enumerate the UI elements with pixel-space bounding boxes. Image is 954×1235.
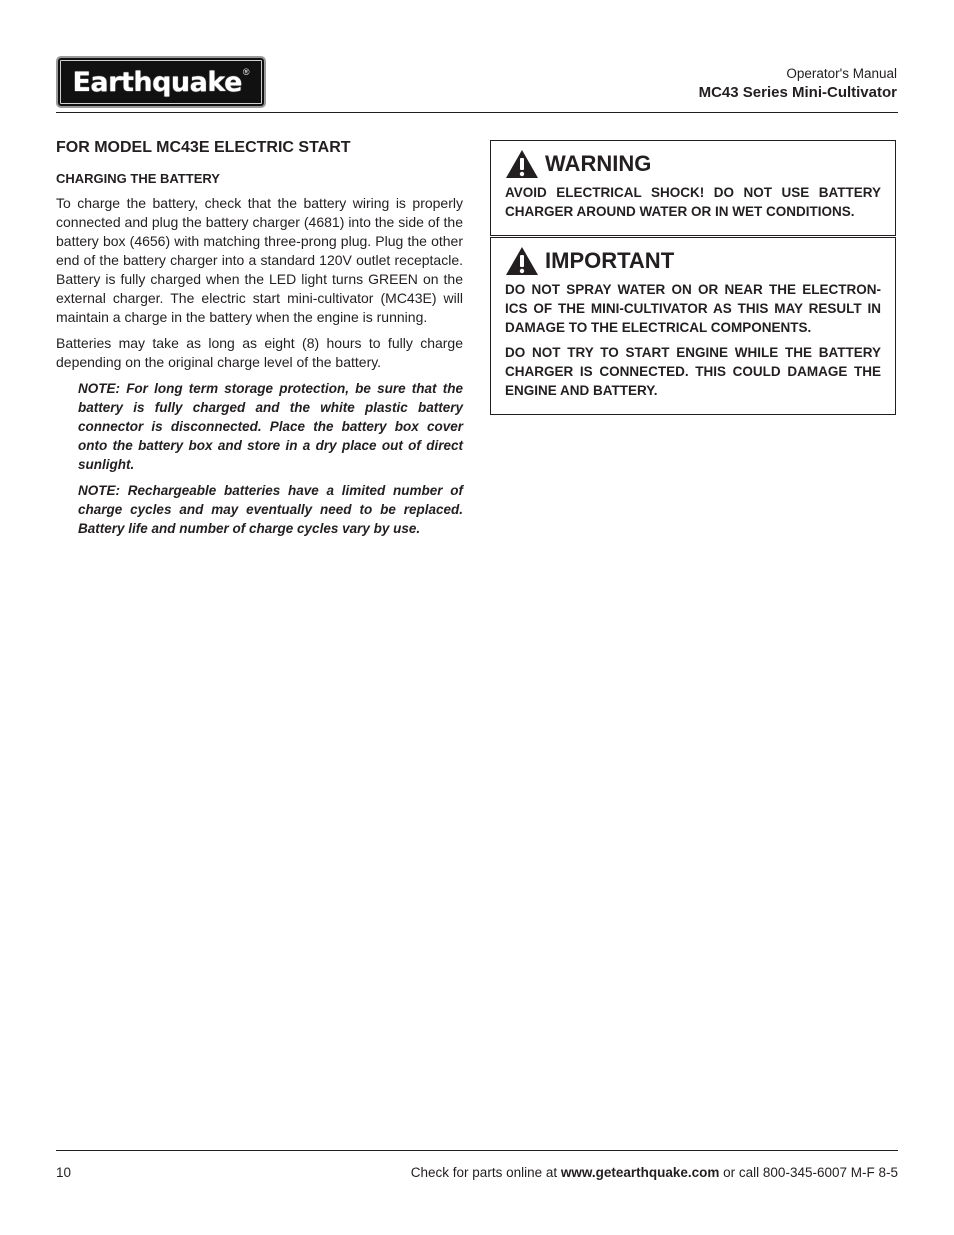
warning-text: AVOID ELECTRICAL SHOCK! DO NOT USE BATTERY CHARGER AROUND WATER OR IN WET CONDITIONS. [505,185,881,219]
manual-subtitle: Operator's Manual [786,66,897,81]
header-rule [56,112,898,113]
website-link[interactable]: www.getearthquake.com [560,1165,720,1180]
warning-label: WARNING [545,151,652,176]
page-number: 10 [56,1165,72,1180]
important-callout [490,237,896,415]
note: NOTE: For long term storage protection, be sure that the battery is fully charged and the white plastic battery connector is disconnected. Place the battery box cover onto the battery box and store in a dry place out of direct sunlight. [78,381,463,472]
paragraph: Batteries may take as long as eight (8) hours to fully charge depending on the original charge level of the battery. [56,335,463,370]
section-subtitle: CHARGING THE BATTERY [56,171,220,186]
footer-suffix: or call 800-345-6007 M-F 8-5 [719,1165,898,1180]
logo-text: Earthquake [72,66,242,98]
footer-rule [56,1150,898,1151]
earthquake-logo [56,56,266,108]
warning-triangle-icon [505,149,539,179]
footer-prefix: Check for parts online at [410,1165,561,1180]
warning-triangle-icon [505,246,539,276]
footer-contact [411,1164,898,1182]
important-text: DO NOT SPRAY WATER ON OR NEAR THE ELECTRON-ICS OF THE MINI-CULTIVATOR AS THIS MAY RESULT IN DAMAGE TO THE ELECTRICAL COMPONENTS. [505,282,881,335]
warning-header [505,149,881,179]
important-header [505,246,881,276]
paragraph: To charge the battery, check that the battery wiring is properly connected and plug the battery charger (4681) into the side of the battery box (4656) with matching three-prong plug. Plug the other end of the battery charger into a standard 120V outlet receptacle. Battery is fully charged when the LED light turns GREEN on the external charger. The electric start mini-cultivator (MC43E) will maintain a charge in the battery when the engine is running. [56,195,463,325]
warning-callout [490,140,896,236]
important-label: IMPORTANT [545,248,675,273]
important-text: DO NOT TRY TO START ENGINE WHILE THE BATTERY CHARGER IS CONNECTED. THIS COULD DAMAGE THE ENGINE AND BATTERY. [505,345,881,398]
manual-title: MC43 Series Mini-Cultivator [698,84,897,101]
header-right [699,65,897,103]
logo-registered-mark: ® [242,67,250,77]
section-title: FOR MODEL MC43E ELECTRIC START [56,139,351,156]
left-column [56,136,463,545]
note: NOTE: Rechargeable batteries have a limited number of charge cycles and may eventually need to be replaced. Battery life and number of charge cycles vary by use. [78,483,463,536]
